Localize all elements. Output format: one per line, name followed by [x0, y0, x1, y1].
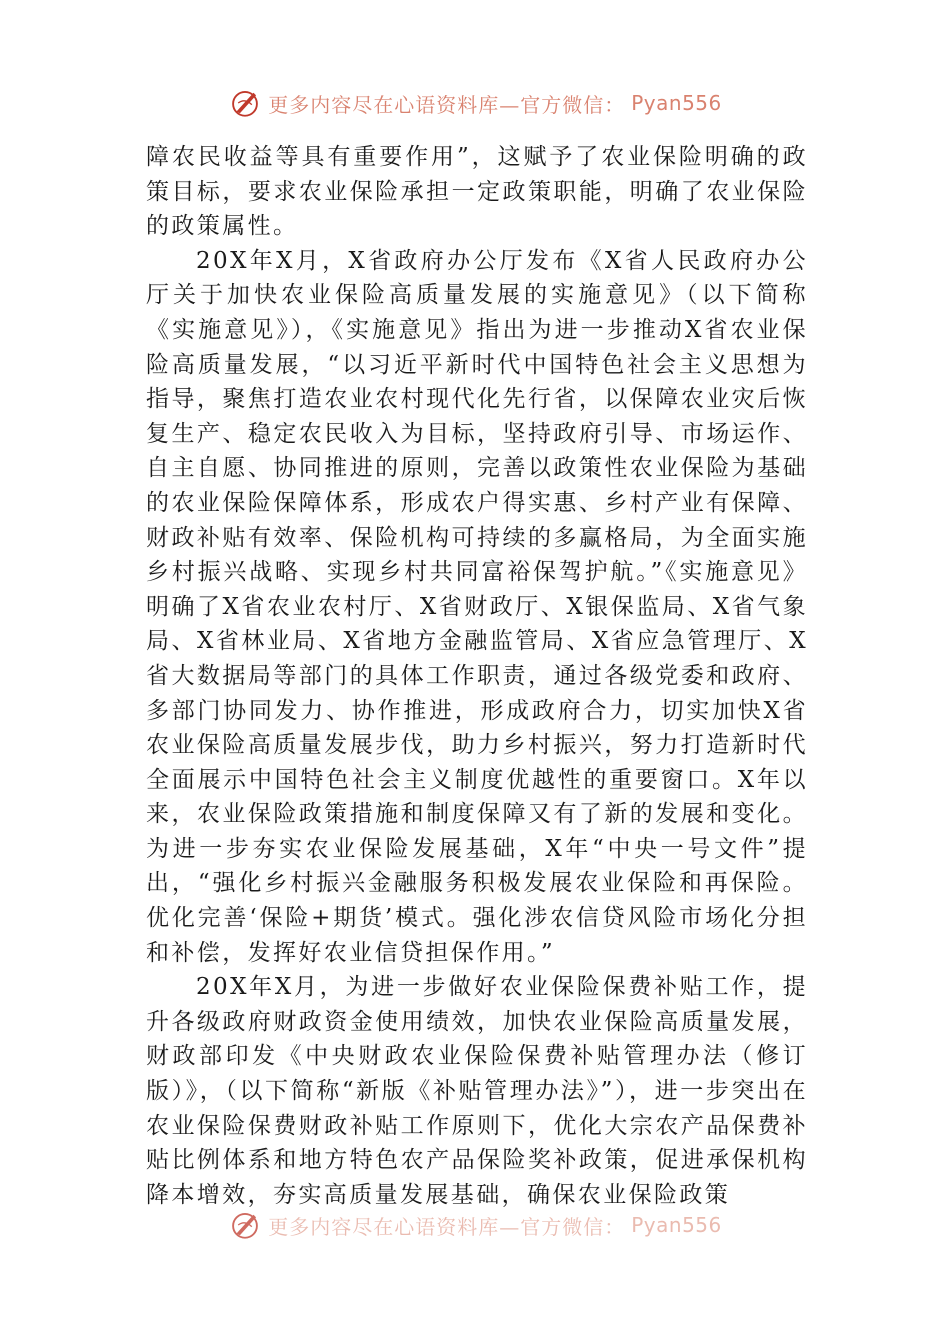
document-body: [146, 140, 808, 1212]
paragraph-3: 20X年X月，为进一步做好农业保险保费补贴工作，提升各级政府财政资金使用绩效，加快农业保险高质量发展，财政部印发《中央财政农业保险保费补贴管理办法（修订版）》，（以下简称“新版《补贴管理办法》”），进一步突出在农业保险保费财政补贴工作原则下，优化大宗农产品保费补贴比例体系和地方特色农产品保险奖补政策，促进承保机构降本增效，夯实高质量发展基础，确保农业保险政策: [146, 974, 808, 1208]
watermark-text: 更多内容尽在心语资料库—官方微信：: [268, 1214, 626, 1239]
watermark-wechat-id: Pyan556: [631, 91, 722, 115]
paragraph-2: 20X年X月，X省政府办公厅发布《X省人民政府办公厅关于加快农业保险高质量发展的实施意见》（以下简称《实施意见》），《实施意见》指出为进一步推动X省农业保险高质量发展，“以习近平新时代中国特色社会主义思想为指导，聚焦打造农业农村现代化先行省，以保障农业灾后恢复生产、稳定农民收入为目标，坚持政府引导、市场运作、自主自愿、协同推进的原则，完善以政策性农业保险为基础的农业保险保障体系，形成农户得实惠、乡村产业有保障、财政补贴有效率、保险机构可持续的多赢格局，为全面实施乡村振兴战略、实现乡村共同富裕保驾护航。”《实施意见》明确了X省农业农村厅、X省财政厅、X银保监局、X省气象局、X省林业局、X省地方金融监管局、X省应急管理厅、X省大数据局等部门的具体工作职责，通过各级党委和政府、多部门协同发力、协作推进，形成政府合力，切实加快X省农业保险高质量发展步伐，助力乡村振兴，努力打造新时代全面展示中国特色社会主义制度优越性的重要窗口。X年以来，农业保险政策措施和制度保障又有了新的发展和变化。为进一步夯实农业保险发展基础，X年“中央一号文件”提出，“强化乡村振兴金融服务积极发展农业保险和再保险。优化完善‘保险+期货’模式。强化涉农信贷风险市场化分担和补偿，发挥好农业信贷担保作用。”: [146, 247, 808, 966]
paragraph-1: 障农民收益等具有重要作用”，这赋予了农业保险明确的政策目标，要求农业保险承担一定政策职能，明确了农业保险的政策属性。: [146, 144, 808, 240]
pen-circle-logo-icon: [228, 1208, 262, 1242]
header-watermark: [0, 86, 950, 120]
pen-circle-logo-icon: [228, 86, 262, 120]
watermark-wechat-id: Pyan556: [631, 1213, 722, 1237]
footer-watermark: [0, 1208, 950, 1242]
watermark-text: 更多内容尽在心语资料库—官方微信：: [268, 92, 626, 117]
